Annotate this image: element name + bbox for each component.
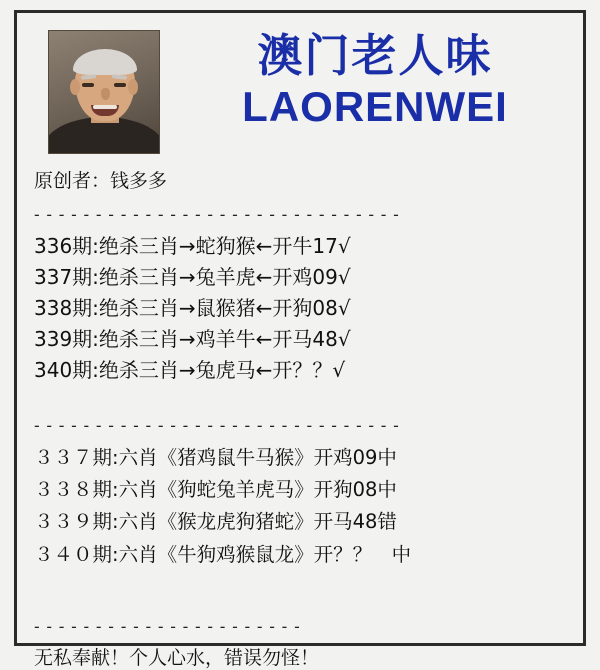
photo-eye-right (114, 83, 126, 87)
divider-one: - - - - - - - - - - - - - - - - - - - - - - - - - - - - - - (34, 205, 400, 224)
frame-edge-right (583, 56, 586, 600)
list-item: 336期:绝杀三肖→蛇狗猴←开牛17√ (34, 234, 351, 258)
photo-eye-left (82, 83, 94, 87)
list-item: ３４０期:六肖《牛狗鸡猴鼠龙》开？？ 中 (34, 542, 412, 566)
photo-nose (101, 88, 110, 100)
title-english: LAORENWEI (242, 82, 508, 130)
footer-note: 无私奉献！个人心水，错误勿怪！ (34, 646, 320, 669)
author-line: 原创者：钱多多 (34, 170, 168, 192)
elderly-man-photo (48, 30, 160, 154)
predictions-block-one (34, 231, 570, 386)
photo-ear-right (128, 79, 138, 95)
title-group (180, 26, 570, 132)
poster-header (30, 26, 570, 156)
photo-ear-left (70, 79, 80, 95)
frame-edge-left (14, 56, 17, 600)
divider-two: - - - - - - - - - - - - - - - - - - - - - - - - - - - - - - (34, 416, 400, 435)
list-item: ３３８期:六肖《狗蛇兔羊虎马》开狗08中 (34, 478, 397, 502)
frame-edge-top (60, 10, 540, 13)
list-item: 337期:绝杀三肖→兔羊虎←开鸡09√ (34, 265, 351, 289)
list-item: 338期:绝杀三肖→鼠猴猪←开狗08√ (34, 296, 351, 320)
poster-content (30, 22, 570, 669)
photo-teeth (93, 105, 117, 109)
title-chinese: 澳门老人味 (257, 29, 493, 82)
list-item: ３３７期:六肖《猪鸡鼠牛马猴》开鸡09中 (34, 446, 397, 469)
list-item: 340期:绝杀三肖→兔虎马←开？？√ (34, 358, 346, 382)
list-item: 339期:绝杀三肖→鸡羊牛←开马48√ (34, 327, 351, 351)
spacer (30, 386, 570, 404)
list-item: ３３９期:六肖《猴龙虎狗猪蛇》开马48错 (34, 510, 397, 534)
predictions-block-two (34, 442, 570, 571)
divider-three: - - - - - - - - - - - - - - - - - - - - - - (34, 616, 301, 636)
spacer (30, 571, 570, 605)
